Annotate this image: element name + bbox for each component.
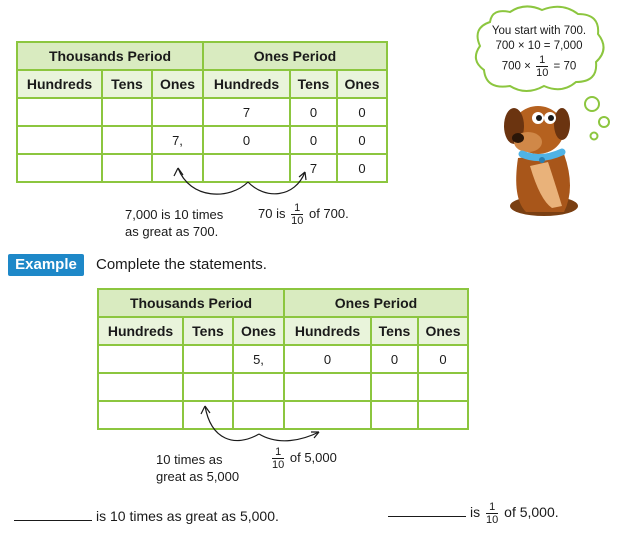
digit-cell: 0 — [290, 126, 337, 154]
digit-cell — [152, 98, 203, 126]
place-header: Hundreds — [284, 317, 371, 345]
digit-cell: 0 — [418, 345, 468, 373]
digit-cell — [17, 126, 102, 154]
digit-cell: 0 — [337, 154, 387, 182]
digit-cell: 0 — [203, 126, 290, 154]
fraction: $\frac{1}{10}$ — [536, 54, 549, 79]
place-header: Tens — [290, 70, 337, 98]
arrow-right-curve — [259, 432, 319, 441]
thought-dots — [580, 92, 616, 144]
place-header: Ones — [418, 317, 468, 345]
digit-cell — [102, 126, 152, 154]
digit-cell[interactable] — [418, 401, 468, 429]
digit-cell: 5, — [233, 345, 284, 373]
digit-cell: 0 — [290, 98, 337, 126]
digit-cell: 7 — [290, 154, 337, 182]
digit-cell — [98, 345, 183, 373]
fraction: $\frac{1}{10}$ — [272, 446, 285, 471]
digit-cell — [17, 98, 102, 126]
fraction: $\frac{1}{10}$ — [291, 202, 304, 227]
digit-cell[interactable] — [371, 401, 418, 429]
place-header: Ones — [233, 317, 284, 345]
digit-cell — [183, 345, 233, 373]
digit-cell — [17, 154, 102, 182]
arrow-right-head — [299, 172, 306, 180]
digit-cell: 0 — [337, 126, 387, 154]
bubble-text: You start with 700. 700 × 10 = 7,000 700 × $\frac{1}{10}$ = 70 — [491, 25, 587, 79]
digit-cell[interactable] — [284, 373, 371, 401]
digit-cell[interactable] — [371, 373, 418, 401]
table-row — [17, 126, 387, 154]
place-header: Hundreds — [203, 70, 290, 98]
annotation-2-left: 10 times as great as 5,000 — [156, 452, 240, 484]
arrow-left-curve — [178, 168, 248, 194]
place-header: Hundreds — [98, 317, 183, 345]
answer-blank[interactable] — [14, 520, 92, 521]
table-row — [98, 373, 468, 401]
dog-illustration — [492, 88, 584, 220]
place-header: Ones — [337, 70, 387, 98]
table-row — [98, 345, 468, 373]
statement-1: is 10 times as great as 5,000. — [14, 508, 279, 524]
digit-cell — [102, 98, 152, 126]
digit-cell: 7, — [152, 126, 203, 154]
digit-cell[interactable] — [418, 373, 468, 401]
digit-cell: 0 — [284, 345, 371, 373]
place-header: Hundreds — [17, 70, 102, 98]
arrow-left-curve — [205, 406, 259, 441]
statement-2: is $\frac{1}{10}$ of 5,000. — [388, 501, 559, 526]
example-badge: Example — [8, 254, 84, 276]
thousands-period-header: Thousands Period — [17, 42, 203, 70]
thousands-period-header: Thousands Period — [98, 289, 284, 317]
ones-period-header: Ones Period — [284, 289, 468, 317]
digit-cell[interactable] — [98, 373, 183, 401]
annotation-1-right: 70 is $\frac{1}{10}$ of 700. — [258, 202, 349, 227]
digit-cell: 7 — [203, 98, 290, 126]
place-header: Ones — [152, 70, 203, 98]
ones-period-header: Ones Period — [203, 42, 387, 70]
answer-blank[interactable] — [388, 516, 466, 517]
digit-cell: 0 — [337, 98, 387, 126]
example-instruction: Complete the statements. — [96, 256, 267, 273]
arrows-2 — [195, 402, 335, 446]
place-header: Tens — [183, 317, 233, 345]
place-header: Tens — [371, 317, 418, 345]
digit-cell — [102, 154, 152, 182]
digit-cell: 0 — [371, 345, 418, 373]
digit-cell[interactable] — [98, 401, 183, 429]
digit-cell[interactable] — [233, 373, 284, 401]
arrow-right-curve — [248, 172, 305, 194]
fraction: $\frac{1}{10}$ — [486, 501, 499, 526]
digit-cell[interactable] — [183, 373, 233, 401]
table-row — [17, 98, 387, 126]
place-header: Tens — [102, 70, 152, 98]
annotation-1-left: 7,000 is 10 times as great as 700. — [125, 207, 224, 239]
annotation-2-right: $\frac{1}{10}$ of 5,000 — [272, 446, 337, 471]
